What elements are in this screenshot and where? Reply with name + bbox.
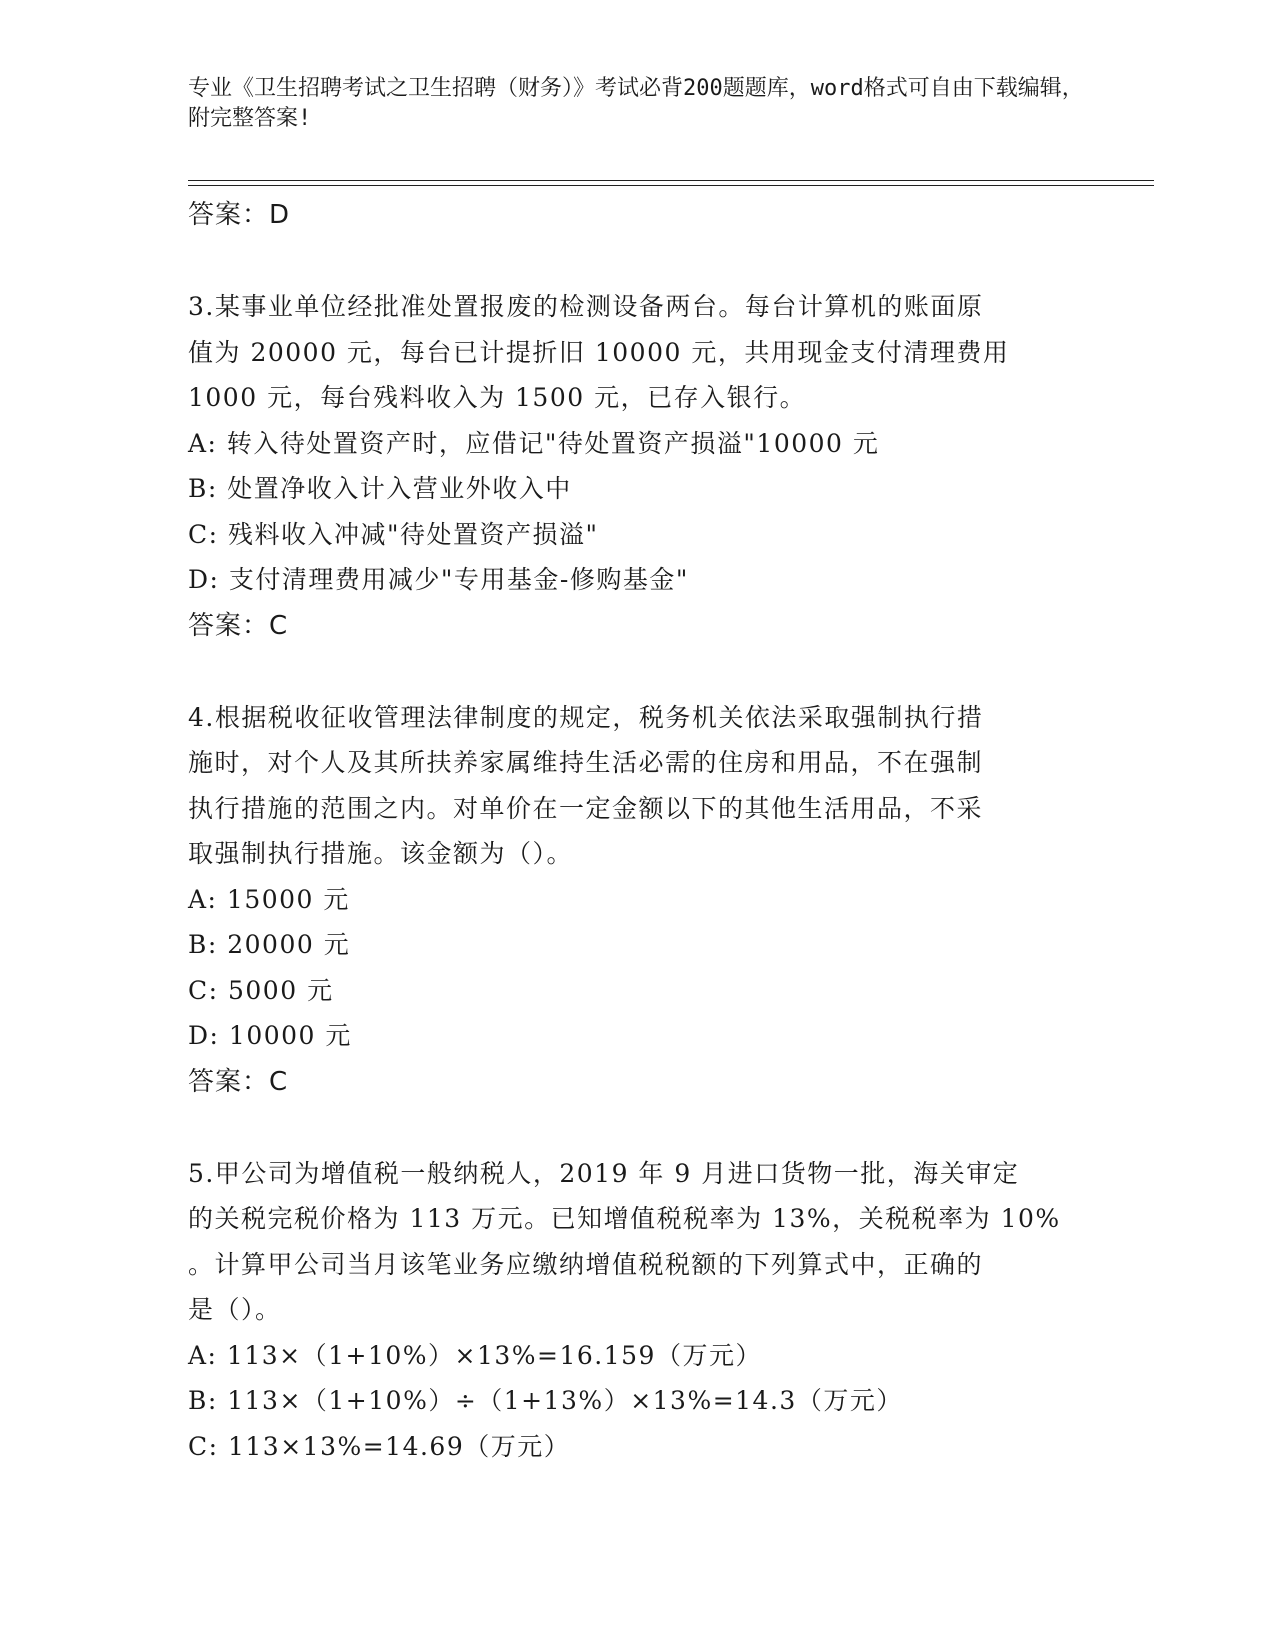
question-stem: 5.甲公司为增值税一般纳税人，2019 年 9 月进口货物一批，海关审定 的关税完税价格为 113 万元。已知增值税税率为 13%，关税税率为 10% 。计算甲公司当月该笔业务应缴纳增值税税额的下列算式中，正确的 是（）。 <box>188 1158 1061 1324</box>
option-d: D: 支付清理费用减少"专用基金-修购基金" <box>188 565 689 594</box>
option-c: C: 5000 元 <box>188 975 334 1005</box>
answer-line: 答案：C <box>188 610 289 641</box>
option-b: B: 113×（1+10%）÷（1+13%）×13%=14.3（万元） <box>188 1386 903 1415</box>
option-c: C: 113×13%=14.69（万元） <box>188 1431 571 1461</box>
option-a: A: 15000 元 <box>188 884 350 914</box>
option-a: A: 113×（1+10%）×13%=16.159（万元） <box>188 1340 762 1370</box>
document-header: 专业《卫生招聘考试之卫生招聘（财务）》考试必背200题题库，word格式可自由下载编辑，附完整答案! <box>188 76 1084 131</box>
answer-line: 答案：D <box>188 200 291 230</box>
question-stem: 3.某事业单位经批准处置报废的检测设备两台。每台计算机的账面原 值为 20000 元，每台已计提折旧 10000 元，共用现金支付清理费用 1000 元，每台残料收入为 1500 元，已存入银行。 <box>188 292 1010 412</box>
question-5 <box>188 1151 1088 1470</box>
option-b: B: 处置净收入计入营业外收入中 <box>188 474 572 503</box>
option-d: D: 10000 元 <box>188 1021 352 1050</box>
option-c: C: 残料收入冲减"待处置资产损溢" <box>188 519 599 549</box>
answer-line: 答案：C <box>188 1066 289 1097</box>
option-b: B: 20000 元 <box>188 930 351 959</box>
document-body <box>188 192 1088 1469</box>
question-3 <box>188 284 1088 649</box>
option-a: A: 转入待处置资产时，应借记"待处置资产损溢"10000 元 <box>188 428 880 458</box>
question-4 <box>188 695 1088 1105</box>
header-divider <box>188 180 1154 186</box>
question-stem: 4.根据税收征收管理法律制度的规定，税务机关依法采取强制执行措 施时，对个人及其所扶养家属维持生活必需的住房和用品，不在强制 执行措施的范围之内。对单价在一定金额以下的其他生活用品，不采 取强制执行措施。该金额为（）。 <box>188 702 984 868</box>
